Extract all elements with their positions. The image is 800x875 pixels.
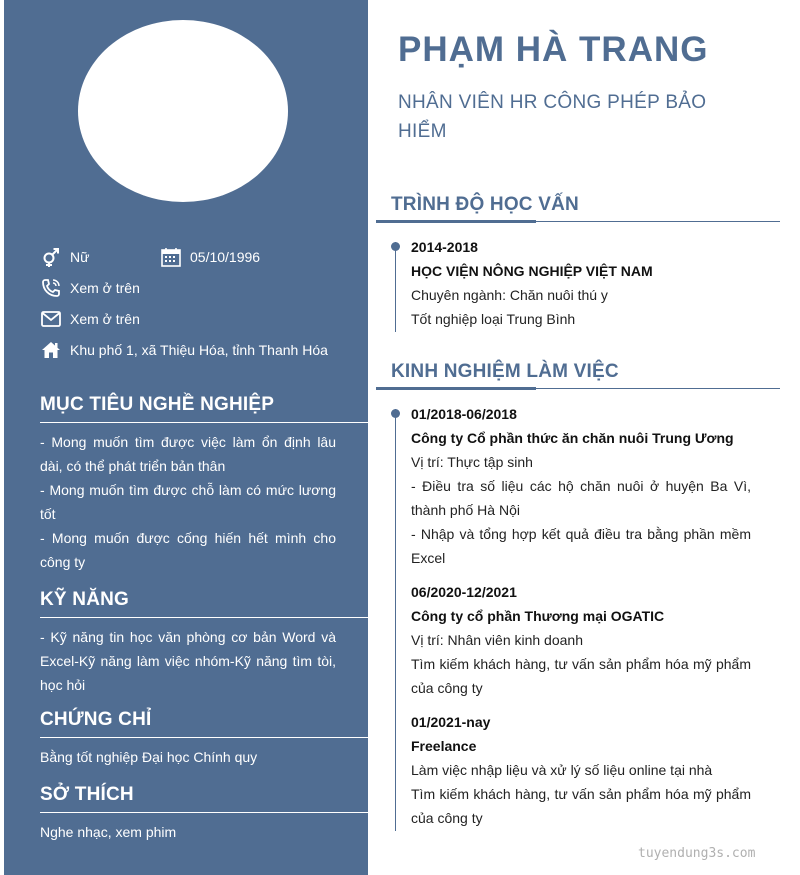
address-row [40, 340, 328, 360]
candidate-position: NHÂN VIÊN HR CÔNG PHÉP BẢO HIỂM [398, 92, 707, 142]
gender-value: Nữ [70, 249, 90, 265]
experience-entry [411, 580, 751, 700]
avatar [78, 20, 288, 202]
calendar-icon [160, 247, 182, 267]
objective-line: - Mong muốn được cống hiến hết mình cho công ty [40, 530, 336, 570]
entry-org: Công ty cổ phần Thương mại OGATIC [411, 608, 665, 624]
experience-entry [411, 710, 751, 830]
entry-line: Vị trí: Nhân viên kinh doanh [411, 632, 583, 648]
entry-line: Tìm kiếm khách hàng, tư vấn sản phẩm hóa mỹ phẩm của công ty [411, 656, 751, 696]
entry-org: Công ty Cổ phần thức ăn chăn nuôi Trung Ương [411, 430, 734, 446]
experience-heading: KINH NGHIỆM LÀM VIỆC [376, 361, 780, 389]
timeline-dot [391, 409, 400, 418]
certificates-heading: CHỨNG CHỈ [40, 709, 368, 738]
entry-line: Tìm kiếm khách hàng, tư vấn sản phẩm hóa mỹ phẩm của công ty [411, 786, 751, 826]
sidebar [4, 0, 368, 875]
gender-row [40, 247, 89, 267]
phone-row [40, 278, 140, 298]
objective-heading: MỤC TIÊU NGHỀ NGHIỆP [40, 394, 368, 423]
email-value: Xem ở trên [70, 311, 140, 327]
objective-line: - Mong muốn tìm được chỗ làm có mức lương tốt [40, 482, 336, 522]
email-row [40, 309, 140, 329]
entry-date: 01/2018-06/2018 [411, 406, 517, 422]
timeline-dot [391, 242, 400, 251]
hobbies-text: Nghe nhạc, xem phim [40, 824, 177, 840]
phone-value: Xem ở trên [70, 280, 140, 296]
entry-line: - Nhập và tổng hợp kết quả điều tra bằng phần mềm Excel [411, 526, 751, 566]
skills-text: - Kỹ năng tin học văn phòng cơ bản Word và Excel-Kỹ năng làm việc nhóm-Kỹ năng tìm tòi, học hỏi [40, 629, 336, 693]
watermark: tuyendung3s.com [638, 846, 756, 861]
entry-line: Làm việc nhập liệu và xử lý số liệu online tại nhà [411, 762, 713, 778]
skills-heading: KỸ NĂNG [40, 589, 368, 618]
experience-entry [411, 402, 751, 570]
entry-line: Vị trí: Thực tập sinh [411, 454, 533, 470]
hobbies-heading: SỞ THÍCH [40, 784, 368, 813]
entry-date: 06/2020-12/2021 [411, 584, 517, 600]
entry-org: Freelance [411, 738, 477, 754]
entry-line: - Điều tra số liệu các hộ chăn nuôi ở huyện Ba Vì, thành phố Hà Nội [411, 478, 751, 518]
objective-text [40, 430, 336, 574]
certificates-text: Bằng tốt nghiệp Đại học Chính quy [40, 749, 258, 765]
experience-timeline [395, 409, 396, 831]
objective-line: - Mong muốn tìm được việc làm ổn định lâu dài, có thể phát triển bản thân [40, 434, 336, 474]
birthday-value: 05/10/1996 [190, 249, 261, 265]
birthday-row [160, 247, 260, 267]
education-heading: TRÌNH ĐỘ HỌC VẤN [376, 194, 780, 222]
entry-date: 01/2021-nay [411, 714, 491, 730]
home-icon [40, 340, 62, 360]
education-entry [411, 235, 751, 331]
education-timeline [395, 242, 396, 332]
phone-icon [40, 278, 62, 298]
entry-org: HỌC VIỆN NÔNG NGHIỆP VIỆT NAM [411, 263, 653, 279]
address-value: Khu phố 1, xã Thiệu Hóa, tỉnh Thanh Hóa [70, 342, 328, 358]
gender-icon [40, 247, 62, 267]
entry-date: 2014-2018 [411, 239, 478, 255]
entry-line: Tốt nghiệp loại Trung Bình [411, 311, 576, 327]
entry-line: Chuyên ngành: Chăn nuôi thú y [411, 287, 608, 303]
mail-icon [40, 309, 62, 329]
candidate-name: PHẠM HÀ TRANG [398, 30, 709, 69]
